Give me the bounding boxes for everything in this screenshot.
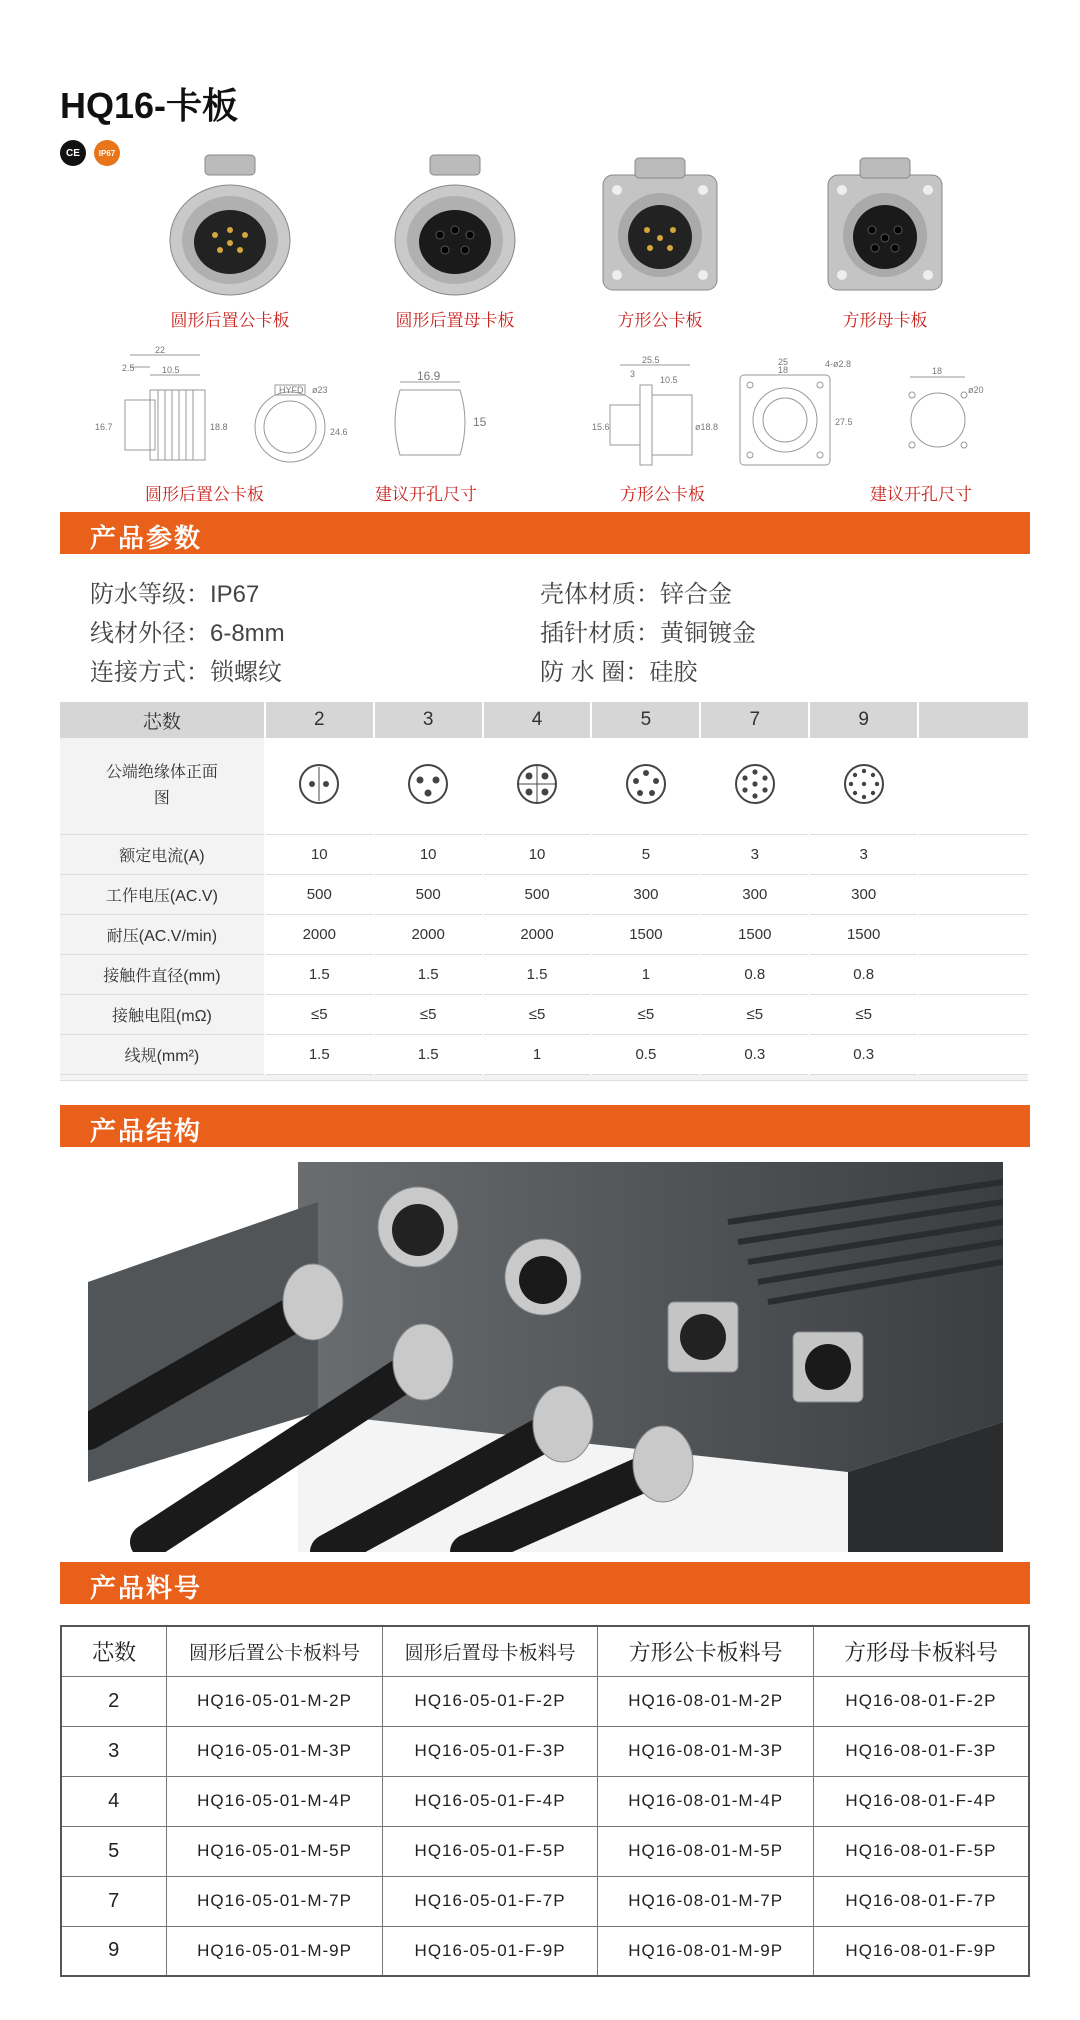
spec-face-row xyxy=(60,738,1029,834)
round-male-dimension-drawing xyxy=(90,345,350,465)
spec-cell: 3 xyxy=(809,834,918,874)
parts-header-cell: 圆形后置公卡板料号 xyxy=(167,1626,383,1676)
spec-cell: 0.8 xyxy=(700,954,809,994)
spec-cell: ≤5 xyxy=(809,994,918,1034)
spec-cell: 500 xyxy=(265,874,374,914)
dim-label: 18.8 xyxy=(210,422,228,432)
dim-label: 18 xyxy=(778,365,789,375)
dim-label: 15.6 xyxy=(592,422,610,432)
spec-cell: 2000 xyxy=(374,914,483,954)
dim-label: 24.6 xyxy=(330,427,348,437)
parts-core-cell: 7 xyxy=(61,1876,167,1926)
part-number-cell: HQ16-08-01-F-9P xyxy=(813,1926,1029,1976)
product-caption: 方形母卡板 xyxy=(842,311,928,330)
dim-label: 27.5 xyxy=(835,417,853,427)
spec-cell: 1.5 xyxy=(265,1034,374,1074)
spec-cell: 2000 xyxy=(265,914,374,954)
param-item: 防水等级：IP67 xyxy=(90,581,260,608)
part-number-cell: HQ16-05-01-M-3P xyxy=(167,1726,383,1776)
dim-label: 18 xyxy=(932,366,943,376)
part-number-cell: HQ16-05-01-F-7P xyxy=(382,1876,598,1926)
spec-cell: 1500 xyxy=(700,914,809,954)
spec-row xyxy=(60,874,1029,914)
spec-row xyxy=(60,834,1029,874)
section-header-structure xyxy=(60,1105,1030,1147)
spec-header-row xyxy=(60,702,1029,738)
parts-header-cell: 方形母卡板料号 xyxy=(813,1626,1029,1676)
spec-cell: 300 xyxy=(591,874,700,914)
page-title: HQ16-卡板 xyxy=(60,85,239,126)
parts-header-row xyxy=(61,1626,1029,1676)
part-number-cell: HQ16-05-01-M-9P xyxy=(167,1926,383,1976)
product-square-male xyxy=(590,150,730,331)
spec-bottom-bar xyxy=(60,1074,1029,1080)
parts-row xyxy=(61,1926,1029,1976)
spec-cell: ≤5 xyxy=(265,994,374,1034)
dim-label: 10.5 xyxy=(162,365,180,375)
part-number-cell: HQ16-08-01-M-4P xyxy=(598,1776,814,1826)
dim-label: 22 xyxy=(155,345,166,355)
dim-label: 25.5 xyxy=(642,355,660,365)
dim-label: 4-ø2.8 xyxy=(825,359,852,369)
spec-cell: 1 xyxy=(591,954,700,994)
part-number-cell: HQ16-05-01-F-4P xyxy=(382,1776,598,1826)
dim-label: ø23 xyxy=(312,385,328,395)
spec-cell: 2000 xyxy=(483,914,592,954)
drawing-caption: 建议开孔尺寸 xyxy=(375,485,477,504)
spec-cell: 1 xyxy=(483,1034,592,1074)
parts-header-cell: 方形公卡板料号 xyxy=(598,1626,814,1676)
params-row xyxy=(90,575,990,614)
part-number-cell: HQ16-08-01-F-5P xyxy=(813,1826,1029,1876)
spec-row xyxy=(60,994,1029,1034)
product-round-male xyxy=(145,150,315,331)
ip67-badge-icon: IP67 xyxy=(94,140,120,166)
dim-label: ø18.8 xyxy=(695,422,719,432)
spec-cell: ≤5 xyxy=(591,994,700,1034)
spec-cell: 300 xyxy=(809,874,918,914)
spec-header-label: 芯数 xyxy=(60,702,265,738)
param-item: 插针材质：黄铜镀金 xyxy=(540,620,756,647)
square-male-dimension-drawing xyxy=(590,355,870,470)
spec-cell: 1500 xyxy=(591,914,700,954)
ce-mark-icon: CE xyxy=(60,140,86,166)
spec-cell: 0.8 xyxy=(809,954,918,994)
part-number-cell: HQ16-05-01-F-3P xyxy=(382,1726,598,1776)
drawing-caption: 方形公卡板 xyxy=(620,485,705,504)
spec-header-blank xyxy=(918,702,1029,738)
spec-cell: 1.5 xyxy=(374,1034,483,1074)
parts-row xyxy=(61,1776,1029,1826)
section-title: 产品料号 xyxy=(90,1573,203,1603)
param-item: 线材外径：6-8mm xyxy=(90,620,285,647)
part-number-cell: HQ16-05-01-F-5P xyxy=(382,1826,598,1876)
drawing-caption: 圆形后置公卡板 xyxy=(145,485,264,504)
product-caption: 圆形后置公卡板 xyxy=(170,311,290,330)
square-female-connector-image xyxy=(820,150,950,300)
spec-core-count: 2 xyxy=(265,702,374,738)
pin-layout-5-icon xyxy=(591,738,700,834)
parts-row xyxy=(61,1676,1029,1726)
pin-layout-2-icon xyxy=(265,738,374,834)
spec-row-label: 接触电阻(mΩ) xyxy=(60,994,265,1034)
spec-core-count: 3 xyxy=(374,702,483,738)
spec-core-count: 7 xyxy=(700,702,809,738)
spec-cell: 0.5 xyxy=(591,1034,700,1074)
param-item: 防 水 圈：硅胶 xyxy=(540,659,698,686)
pin-layout-9-icon xyxy=(809,738,918,834)
parts-row xyxy=(61,1726,1029,1776)
dim-label: ø20 xyxy=(968,385,984,395)
product-square-female xyxy=(815,150,955,331)
section-title: 产品结构 xyxy=(90,1116,203,1146)
round-hole-drawing xyxy=(385,370,495,470)
spec-row xyxy=(60,954,1029,994)
params-row xyxy=(90,614,990,653)
params-row xyxy=(90,653,990,692)
part-number-cell: HQ16-08-01-M-5P xyxy=(598,1826,814,1876)
dim-label: 10.5 xyxy=(660,375,678,385)
parts-row xyxy=(61,1826,1029,1876)
part-number-cell: HQ16-05-01-M-7P xyxy=(167,1876,383,1926)
product-caption: 方形公卡板 xyxy=(617,311,703,330)
spec-cell: ≤5 xyxy=(374,994,483,1034)
parts-core-cell: 2 xyxy=(61,1676,167,1726)
part-number-cell: HQ16-08-01-M-9P xyxy=(598,1926,814,1976)
spec-cell: 1.5 xyxy=(483,954,592,994)
cert-badges xyxy=(60,140,120,166)
spec-cell: 10 xyxy=(265,834,374,874)
part-number-cell: HQ16-05-01-M-2P xyxy=(167,1676,383,1726)
square-male-connector-image xyxy=(595,150,725,300)
spec-cell: 1.5 xyxy=(265,954,374,994)
part-number-cell: HQ16-08-01-F-3P xyxy=(813,1726,1029,1776)
part-number-cell: HQ16-05-01-M-4P xyxy=(167,1776,383,1826)
part-number-cell: HQ16-08-01-M-3P xyxy=(598,1726,814,1776)
dim-label: 25 xyxy=(778,357,789,367)
spec-cell: 300 xyxy=(700,874,809,914)
part-number-cell: HQ16-05-01-F-2P xyxy=(382,1676,598,1726)
spec-core-count: 9 xyxy=(809,702,918,738)
spec-cell: 500 xyxy=(374,874,483,914)
dim-label: 15 xyxy=(473,415,487,429)
spec-row-label: 线规(mm²) xyxy=(60,1034,265,1074)
part-number-table xyxy=(60,1625,1030,1977)
dim-label: 2.5 xyxy=(122,363,135,373)
spec-cell: 500 xyxy=(483,874,592,914)
parts-core-cell: 3 xyxy=(61,1726,167,1776)
part-number-cell: HQ16-08-01-F-4P xyxy=(813,1776,1029,1826)
product-round-female xyxy=(370,150,540,331)
spec-row-label: 接触件直径(mm) xyxy=(60,954,265,994)
spec-row-label: 额定电流(A) xyxy=(60,834,265,874)
spec-cell: 1500 xyxy=(809,914,918,954)
dim-label: 16.7 xyxy=(95,422,113,432)
square-hole-drawing xyxy=(890,365,990,465)
spec-cell: 1.5 xyxy=(374,954,483,994)
parts-core-cell: 5 xyxy=(61,1826,167,1876)
spec-cell: 10 xyxy=(483,834,592,874)
spec-cell: 5 xyxy=(591,834,700,874)
drawing-logo: HYFD xyxy=(279,385,304,395)
part-number-cell: HQ16-08-01-M-2P xyxy=(598,1676,814,1726)
params-list xyxy=(90,575,990,692)
spec-row xyxy=(60,1034,1029,1074)
spec-core-count: 5 xyxy=(591,702,700,738)
pin-layout-7-icon xyxy=(700,738,809,834)
spec-row-label: 工作电压(AC.V) xyxy=(60,874,265,914)
parts-row xyxy=(61,1876,1029,1926)
part-number-cell: HQ16-08-01-F-7P xyxy=(813,1876,1029,1926)
part-number-cell: HQ16-08-01-F-2P xyxy=(813,1676,1029,1726)
part-number-cell: HQ16-05-01-F-9P xyxy=(382,1926,598,1976)
spec-cell: 10 xyxy=(374,834,483,874)
dim-label: 3 xyxy=(630,369,636,379)
round-male-connector-image xyxy=(165,150,295,300)
parts-header-cell: 圆形后置母卡板料号 xyxy=(382,1626,598,1676)
spec-row-label: 耐压(AC.V/min) xyxy=(60,914,265,954)
spec-core-count: 4 xyxy=(483,702,592,738)
drawing-caption: 建议开孔尺寸 xyxy=(870,485,972,504)
section-header-parts xyxy=(60,1562,1030,1604)
part-number-cell: HQ16-05-01-M-5P xyxy=(167,1826,383,1876)
spec-table xyxy=(60,702,1030,1081)
spec-cell: 3 xyxy=(700,834,809,874)
parts-header-cell: 芯数 xyxy=(61,1626,167,1676)
pin-layout-3-icon xyxy=(374,738,483,834)
product-caption: 圆形后置母卡板 xyxy=(395,311,515,330)
spec-cell: ≤5 xyxy=(483,994,592,1034)
part-number-cell: HQ16-08-01-M-7P xyxy=(598,1876,814,1926)
section-header-params xyxy=(60,512,1030,554)
pin-layout-4-icon xyxy=(483,738,592,834)
spec-cell: 0.3 xyxy=(809,1034,918,1074)
spec-row-label: 公端绝缘体正面图 xyxy=(60,738,265,834)
parts-core-cell: 4 xyxy=(61,1776,167,1826)
dim-label: 16.9 xyxy=(417,370,441,383)
section-title: 产品参数 xyxy=(90,523,203,553)
spec-cell: ≤5 xyxy=(700,994,809,1034)
spec-row xyxy=(60,914,1029,954)
param-item: 壳体材质：锌合金 xyxy=(540,581,732,608)
param-item: 连接方式：锁螺纹 xyxy=(90,659,282,686)
spec-cell: 0.3 xyxy=(700,1034,809,1074)
product-structure-image xyxy=(88,1162,1003,1552)
parts-core-cell: 9 xyxy=(61,1926,167,1976)
round-female-connector-image xyxy=(390,150,520,300)
